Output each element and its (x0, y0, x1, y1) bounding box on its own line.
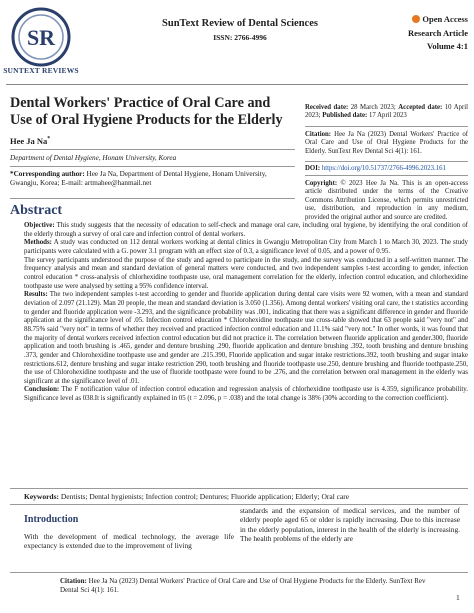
divider (305, 175, 468, 176)
page-number: 1 (456, 593, 460, 602)
abstract-results: Results: The two independent samples t-test according to gender and fluoride application during dental care visits were 92 women, with a mean and standard deviation of 2.097 (21.129). Man 20 people, the mean and standard deviation is 3.050 (1.356). Among dental workers' visiting oral care, the t statistics according to gender and fluoride application were -3.293, and the significance probability was .001, indicating that there was a significant difference in gender and fluoride application at the significance level of .05. Infection control education * Chlorohexidine toothpaste use cross-table showed that 63 people said "very not" and 88.75% said "very not" in terms of whether they received and practiced infection control education and 11.1% said "very not." In other words, it was found that the majority of dental workers received infection control education but did not practice it. The correlation between fluoride application and gender.300, fluoride application and tooth brushing is .465, gender and denture brushing .290, fluoride application and denture brushing .392, tooth brushing and denture brushing .373, gender and Chlorohexidine toothpaste use and gender are .215.390, Fluoride application and sugar intake restrictions.392, tooth brushing and sugar intake restrictions.612, denture brushing and sugar intake restriction 290, tooth brushing and fluoride toothpaste use.250, denture brushing and fluoride toothpaste.250, the use of Chlorohexidine toothpaste and the use of fluoride toothpaste were found to be .276, and the correlation between oral management in the elderly was significant at the significance level of .01. (24, 291, 468, 385)
divider (10, 488, 468, 489)
abstract-methods: Methods: A study was conducted on 112 dental workers working at dental clinics in Gwangju Metropolitan City from March 1 to March 30, 2023. The study participants were calculated with a G. power 3.1 program with an effect size of 0.3, a significance level of 0.05, and a power of 0.95. (24, 239, 468, 255)
divider (10, 166, 295, 167)
open-access-badge: Open Access (365, 14, 468, 24)
divider (10, 504, 468, 505)
footer-divider (10, 572, 468, 573)
footer-citation: Citation: Hee Ja Na (2023) Dental Workers' Practice of Oral Care and Use of Oral Hygiene Products for the Elderly. SunText Rev Dental Sci 4(1): 161. (60, 577, 426, 594)
abstract-body (24, 222, 468, 404)
introduction-heading: Introduction (24, 514, 79, 525)
abstract-methods-2: The survey participants understood the purpose of the study and agreed to participate in the study, and the survey was conducted in a self-written manner. The frequency analysis and mean and standard deviation of general matters were conducted, and two independent samples t-test according to gender, infection control education * cross-analysis of chlorhexidine toothpaste use, oral management correlation for the elderly, infection control education, and chlorhexidine toothpaste use were analysed by setting a 95% confidence interval. (24, 256, 468, 290)
divider (305, 161, 468, 162)
volume: Volume 4:1 (426, 41, 468, 51)
abstract-conclusion: Conclusion: The F notification value of infection control education and regression analysis of chlorhexidine toothpaste use is 4.359, significance probability. Significance level as 038.It is significantly explained in 05 (t = 2.096, p = .038) and the total change is 38% (30% according to the correction coefficient). (24, 386, 468, 403)
introduction-left-column: With the development of medical technology, the average life expectancy is extended due to the improvement of living (24, 532, 234, 551)
divider (10, 149, 295, 150)
corresponding-author: *Corresponding author: Hee Ja Na, Department of Dental Hygiene, Honam University, Gwangju, Korea; E-mail: artmahee@hanmail.net (10, 170, 267, 187)
doi: DOI: https://doi.org/10.51737/2766-4996.2023.161 (305, 165, 446, 172)
affiliation: Department of Dental Hygiene, Honam University, Korea (10, 154, 177, 162)
copyright: Copyright: © 2023 Hee Ja Na. This is an open-access article distributed under the terms of the Creative Commons Attribution License, which permits unrestricted use, distribution, and reproduction in any medium, provided the original author and source are credited. (305, 180, 468, 221)
dates: Received date: 28 March 2023; Accepted date: 10 April 2023; Published date: 17 April 2023 (305, 104, 469, 120)
article-title: Dental Workers' Practice of Oral Care and Use of Oral Hygiene Products for the Elderly (10, 95, 283, 128)
open-access-icon (412, 15, 420, 23)
divider (10, 198, 295, 199)
svg-text:SR: SR (26, 25, 56, 50)
keywords: Keywords: Dentists; Dental hygienists; Infection control; Dentures; Fluoride application; Elderly; Oral care (24, 492, 350, 501)
divider (305, 126, 468, 127)
abstract-objective: Objective: This study suggests that the necessity of education to self-check and manage oral care, including oral hygiene, by identifying the oral condition of the elderly through a survey of oral care and infection control of dental workers. (24, 222, 468, 238)
author: Hee Ja Na* (10, 136, 51, 146)
journal-title: SunText Review of Dental Sciences (162, 18, 318, 29)
article-type: Research Article (407, 28, 468, 38)
header-divider (6, 84, 468, 85)
issn: ISSN: 2766-4996 (213, 33, 267, 42)
introduction-right-column: standards and the expansion of medical services, and the number of elderly people aged 65 or older is rapidly increasing. Due to this increase in the elderly population, interest in the health of the elderly is increasing. The health problems of the elderly are (240, 506, 460, 544)
doi-link[interactable]: https://doi.org/10.51737/2766-4996.2023.161 (321, 165, 446, 172)
logo-text: SUNTEXT REVIEWS (3, 66, 79, 75)
abstract-heading: Abstract (10, 203, 63, 218)
citation-box: Citation: Hee Ja Na (2023) Dental Workers' Practice of Oral Care and Use of Oral Hygiene Products for the Elderly. SunText Rev Dental Sci 4(1): 161. (305, 131, 469, 155)
